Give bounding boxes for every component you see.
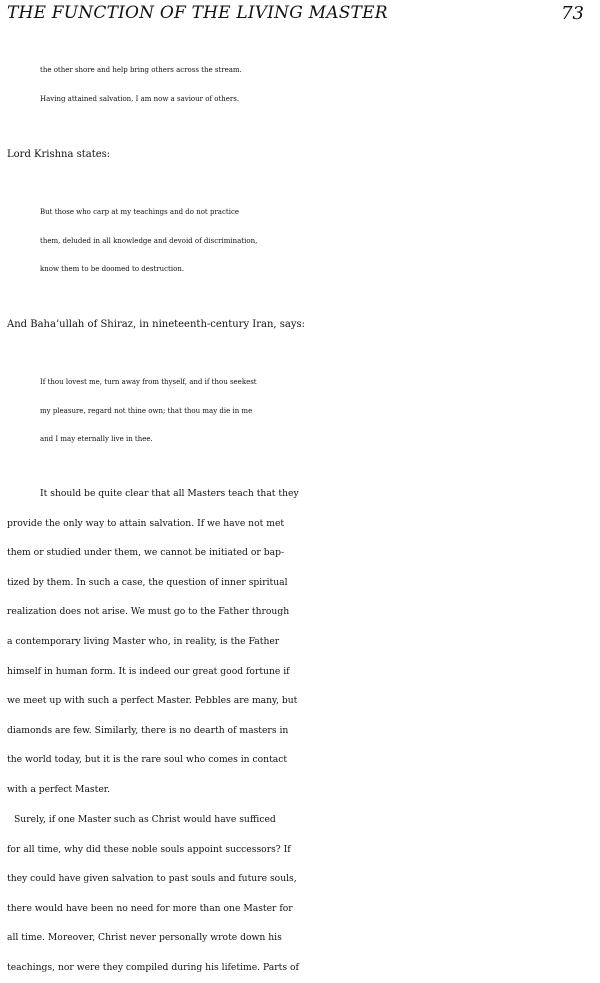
paragraph-line: they could have given salvation to past souls and future souls,: [7, 873, 297, 885]
paragraph-line: realization does not arise. We must go to the Father through: [7, 606, 290, 618]
paragraph-line: a contemporary living Master who, in reality, is the Father: [7, 635, 280, 647]
paragraph-line: with a perfect Master.: [7, 783, 111, 795]
paragraph-line: the world today, but it is the rare soul who comes in contact: [7, 754, 288, 766]
paragraph-line: them or studied under them, we cannot be initiated or bap-: [7, 547, 285, 559]
paragraph-line: Surely, if one Master such as Christ would have sufficed: [14, 814, 276, 825]
paragraph-line: teachings, nor were they compiled during his lifetime. Parts of: [7, 961, 299, 973]
quote-line: But those who carp at my teachings and do not practice: [40, 208, 240, 216]
block-quote-2: [0, 198, 600, 284]
quote-line: them, deluded in all knowledge and devoid of discrimination,: [40, 236, 258, 245]
paragraph-1: [0, 479, 600, 805]
page-number: 73: [561, 3, 584, 24]
intro-line: And Baha’ullah of Shiraz, in nineteenth-century Iran, says:: [7, 319, 306, 330]
paragraph-line: himself in human form. It is indeed our great good fortune if: [7, 665, 290, 677]
block-quote-3: [0, 368, 600, 454]
intro-bahaullah: [0, 309, 600, 341]
quote-line: and I may eternally live in thee.: [40, 435, 153, 443]
paragraph-line: there would have been no need for more than one Master for: [7, 902, 293, 914]
quote-line: the other shore and help bring others across the stream.: [40, 66, 242, 74]
paragraph-line: for all time, why did these noble souls appoint successors? If: [7, 843, 291, 855]
paragraph-line: It should be quite clear that all Masters teach that they: [40, 488, 299, 499]
paragraph-line: provide the only way to attain salvation. If we have not met: [7, 517, 285, 529]
paragraph-line: all time. Moreover, Christ never personally wrote down his: [7, 932, 282, 944]
paragraph-line: we meet up with such a perfect Master. Pebbles are many, but: [7, 695, 298, 707]
intro-line: Lord Krishna states:: [7, 149, 111, 160]
quote-line: my pleasure, regard not thine own; that thou may die in me: [40, 406, 253, 415]
running-head: THE FUNCTION OF THE LIVING MASTER: [7, 3, 388, 23]
quote-line: Having attained salvation, I am now a saviour of others.: [40, 94, 240, 103]
paragraph-2: [0, 805, 600, 983]
paragraph-line: diamonds are few. Similarly, there is no dearth of masters in: [7, 724, 289, 736]
quote-line: know them to be doomed to destruction.: [40, 265, 185, 273]
quote-line: If thou lovest me, turn away from thyself, and if thou seekest: [40, 378, 257, 386]
intro-krishna: [0, 139, 600, 171]
paragraph-line: tized by them. In such a case, the question of inner spiritual: [7, 576, 288, 588]
block-quote-1: [0, 56, 600, 113]
